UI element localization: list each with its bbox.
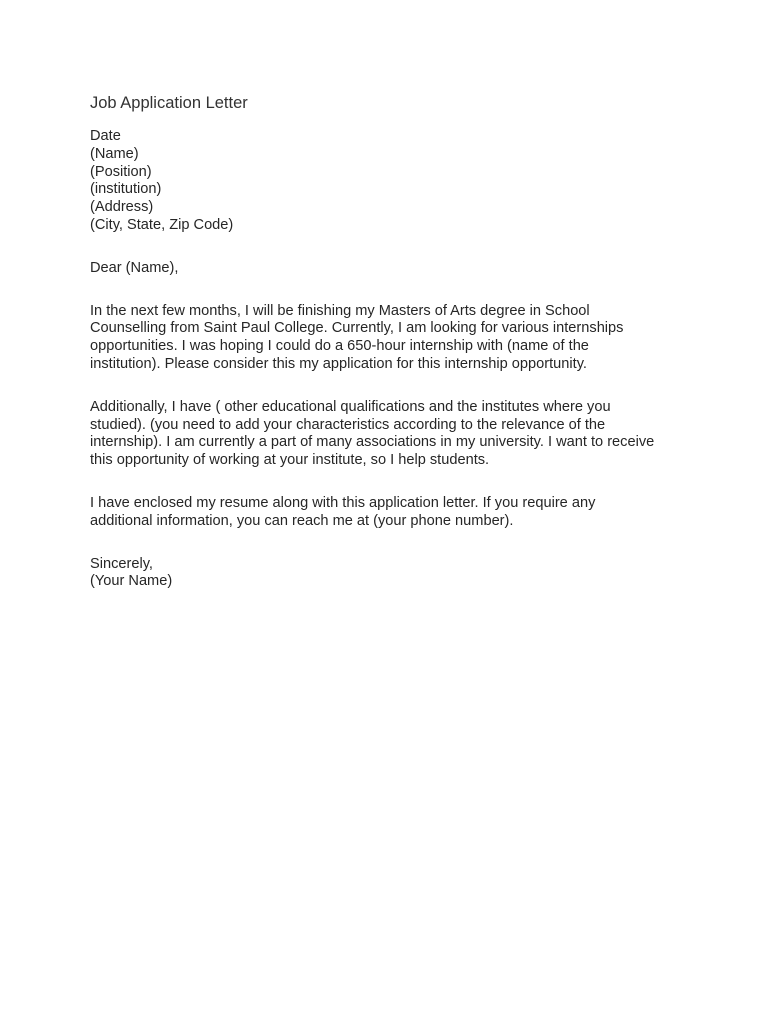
paragraph-line: In the next few months, I will be finishing my Masters of Arts degree in School	[90, 302, 590, 319]
salutation: Dear (Name),	[90, 259, 179, 276]
recipient-name-line: (Name)	[90, 145, 139, 162]
recipient-position-line: (Position)	[90, 163, 152, 180]
recipient-address-block	[90, 128, 680, 235]
paragraph-resume	[90, 495, 680, 531]
date-line: Date	[90, 128, 121, 144]
paragraph-qualifications	[90, 399, 680, 470]
closing-line: Sincerely,	[90, 555, 153, 572]
paragraph-line: institution). Please consider this my application for this internship opportunity.	[90, 355, 587, 372]
paragraph-line: opportunities. I was hoping I could do a 650-hour internship with (name of the	[90, 338, 589, 355]
paragraph-line: I have enclosed my resume along with this application letter. If you require any	[90, 494, 596, 511]
closing-block	[90, 556, 680, 592]
paragraph-line: this opportunity of working at your institute, so I help students.	[90, 452, 490, 469]
recipient-address-line: (Address)	[90, 199, 154, 216]
paragraph-line: internship). I am currently a part of many associations in my university. I want to receive	[90, 434, 655, 451]
paragraph-intro	[90, 303, 680, 374]
paragraph-line: Additionally, I have ( other educational qualifications and the institutes where you	[90, 398, 611, 415]
paragraph-line: studied). (you need to add your characteristics according to the relevance of the	[90, 416, 606, 433]
recipient-institution-line: (institution)	[90, 181, 162, 198]
letter-title: Job Application Letter	[90, 94, 248, 112]
paragraph-line: Counselling from Saint Paul College. Currently, I am looking for various internships	[90, 320, 624, 337]
signature-name-line: (Your Name)	[90, 573, 173, 590]
recipient-city-state-zip-line: (City, State, Zip Code)	[90, 216, 234, 233]
paragraph-line: additional information, you can reach me at (your phone number).	[90, 512, 514, 529]
letter-body	[90, 93, 680, 616]
